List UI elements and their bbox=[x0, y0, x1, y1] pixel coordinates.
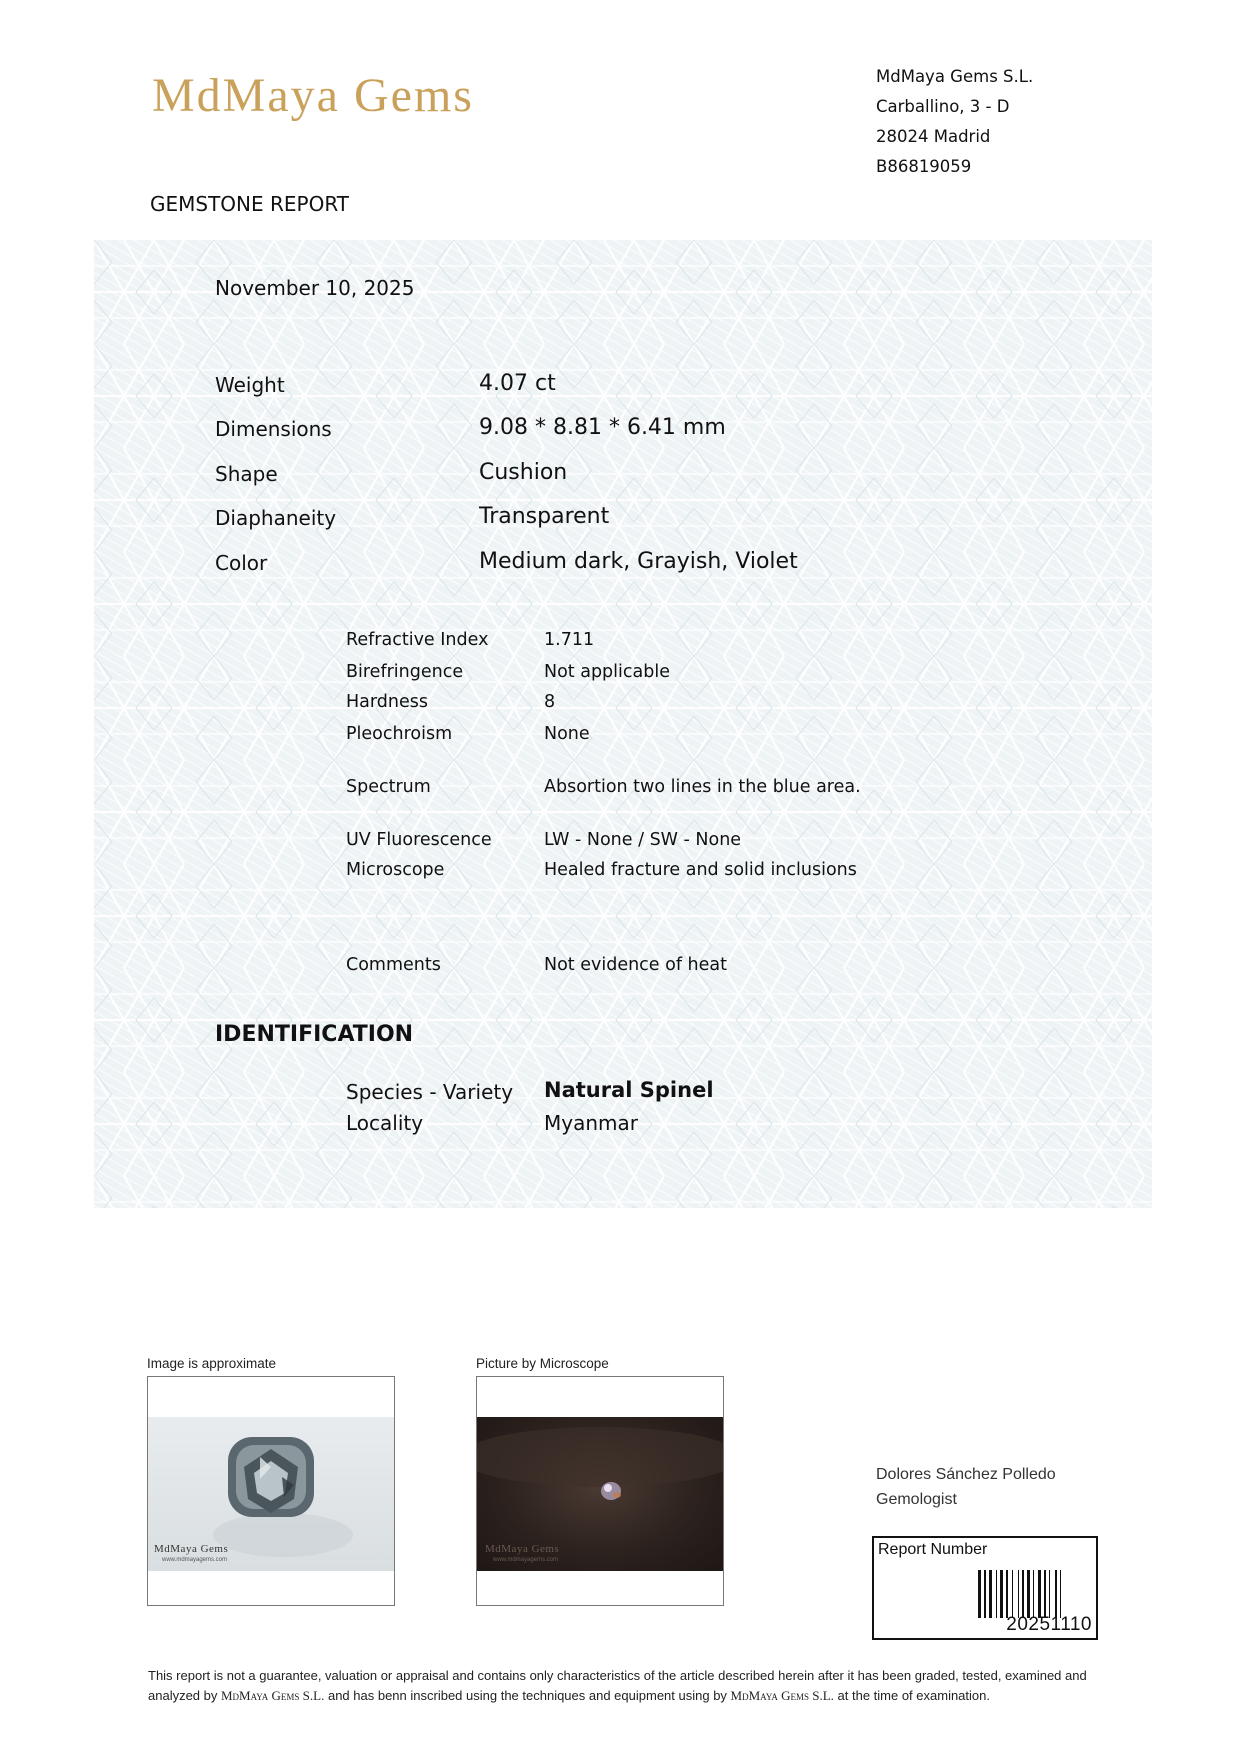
barcode-bar bbox=[1018, 1570, 1019, 1618]
locality-value: Myanmar bbox=[544, 1111, 638, 1135]
shape-value: Cushion bbox=[479, 460, 568, 485]
company-logo: MdMaya Gems bbox=[152, 69, 474, 122]
gem-photo-watermark: MdMaya Gems bbox=[154, 1543, 229, 1555]
species-value: Natural Spinel bbox=[544, 1078, 714, 1102]
barcode-bar bbox=[1006, 1570, 1008, 1618]
diaphaneity-label: Diaphaneity bbox=[215, 506, 337, 530]
barcode-bar bbox=[1060, 1570, 1061, 1618]
barcode-bar bbox=[989, 1570, 992, 1618]
birefringence-label: Birefringence bbox=[346, 662, 464, 682]
barcode-bar bbox=[1012, 1570, 1013, 1618]
dimensions-value: 9.08 * 8.81 * 6.41 mm bbox=[479, 415, 726, 440]
gemologist-name: Dolores Sánchez Polledo bbox=[876, 1466, 1056, 1483]
locality-label: Locality bbox=[346, 1111, 424, 1135]
barcode-bar bbox=[1022, 1570, 1024, 1618]
disclaimer-company: MdMaya Gems S.L. bbox=[221, 1687, 325, 1703]
gemologist-title: Gemologist bbox=[876, 1491, 957, 1508]
gem-image-caption: Image is approximate bbox=[147, 1356, 277, 1371]
uv-fluorescence-value: LW - None / SW - None bbox=[544, 830, 742, 850]
comments-value: Not evidence of heat bbox=[544, 955, 727, 975]
report-number-label: Report Number bbox=[878, 1541, 988, 1558]
weight-value: 4.07 ct bbox=[479, 371, 556, 396]
refractive-index-value: 1.711 bbox=[544, 630, 595, 650]
shape-label: Shape bbox=[215, 462, 278, 486]
company-address bbox=[876, 62, 1033, 182]
microscope-label: Microscope bbox=[346, 860, 445, 880]
disclaimer-text: and has benn inscribed using the techniques and equipment using by bbox=[324, 1687, 731, 1703]
pleochroism-label: Pleochroism bbox=[346, 724, 453, 744]
birefringence-value: Not applicable bbox=[544, 662, 670, 682]
microscope-image-caption: Picture by Microscope bbox=[476, 1356, 609, 1371]
microscope-photo-frame bbox=[476, 1376, 724, 1606]
disclaimer-text: This report is not a guarantee, valuation or appraisal and contains only characteristics of the article described herein after it has been graded, tested, examined and analyzed by bbox=[148, 1668, 1087, 1703]
report-panel bbox=[94, 240, 1152, 1208]
report-title: GEMSTONE REPORT bbox=[150, 192, 349, 216]
report-number-value: 20251110 bbox=[1006, 1614, 1092, 1635]
barcode-bar bbox=[1033, 1570, 1034, 1618]
hardness-value: 8 bbox=[544, 692, 556, 712]
weight-label: Weight bbox=[215, 373, 285, 397]
report-number-box bbox=[872, 1536, 1098, 1640]
color-value: Medium dark, Grayish, Violet bbox=[479, 549, 798, 574]
barcode-bar bbox=[984, 1570, 986, 1618]
dimensions-label: Dimensions bbox=[215, 417, 332, 441]
barcode-bar bbox=[1055, 1570, 1057, 1618]
barcode-icon bbox=[978, 1570, 1094, 1618]
uv-fluorescence-label: UV Fluorescence bbox=[346, 830, 492, 850]
spectrum-label: Spectrum bbox=[346, 777, 431, 797]
address-line: Carballino, 3 - D bbox=[876, 97, 1010, 116]
barcode-bar bbox=[1038, 1570, 1041, 1618]
disclaimer bbox=[148, 1666, 1098, 1705]
disclaimer-text: at the time of examination. bbox=[833, 1687, 990, 1703]
barcode-bar bbox=[1000, 1570, 1003, 1618]
identification-heading: IDENTIFICATION bbox=[215, 1022, 414, 1047]
barcode-bar bbox=[978, 1570, 981, 1618]
microscope-photo-watermark: MdMaya Gems bbox=[485, 1543, 560, 1555]
gem-photo-frame bbox=[147, 1376, 395, 1606]
address-line: B86819059 bbox=[876, 157, 972, 176]
comments-label: Comments bbox=[346, 955, 441, 975]
refractive-index-label: Refractive Index bbox=[346, 630, 489, 650]
barcode-bar bbox=[1044, 1570, 1046, 1618]
microscope-photo-url: www.mdmayagems.com bbox=[493, 1557, 559, 1563]
color-label: Color bbox=[215, 551, 268, 575]
spectrum-value: Absortion two lines in the blue area. bbox=[544, 777, 861, 797]
hardness-label: Hardness bbox=[346, 692, 428, 712]
gemologist-signature bbox=[876, 1462, 1056, 1512]
barcode-bar bbox=[1027, 1570, 1030, 1618]
barcode-bar bbox=[996, 1570, 997, 1618]
pleochroism-value: None bbox=[544, 724, 590, 744]
species-label: Species - Variety bbox=[346, 1080, 514, 1104]
microscope-photo bbox=[477, 1417, 723, 1571]
microscope-value: Healed fracture and solid inclusions bbox=[544, 860, 857, 880]
gem-photo bbox=[148, 1417, 394, 1571]
report-date: November 10, 2025 bbox=[215, 276, 415, 300]
diaphaneity-value: Transparent bbox=[479, 504, 610, 529]
disclaimer-company: MdMaya Gems S.L. bbox=[730, 1687, 834, 1703]
gem-photo-url: www.mdmayagems.com bbox=[162, 1557, 228, 1563]
address-line: 28024 Madrid bbox=[876, 127, 991, 146]
barcode-bar bbox=[1049, 1570, 1050, 1618]
address-line: MdMaya Gems S.L. bbox=[876, 67, 1034, 86]
